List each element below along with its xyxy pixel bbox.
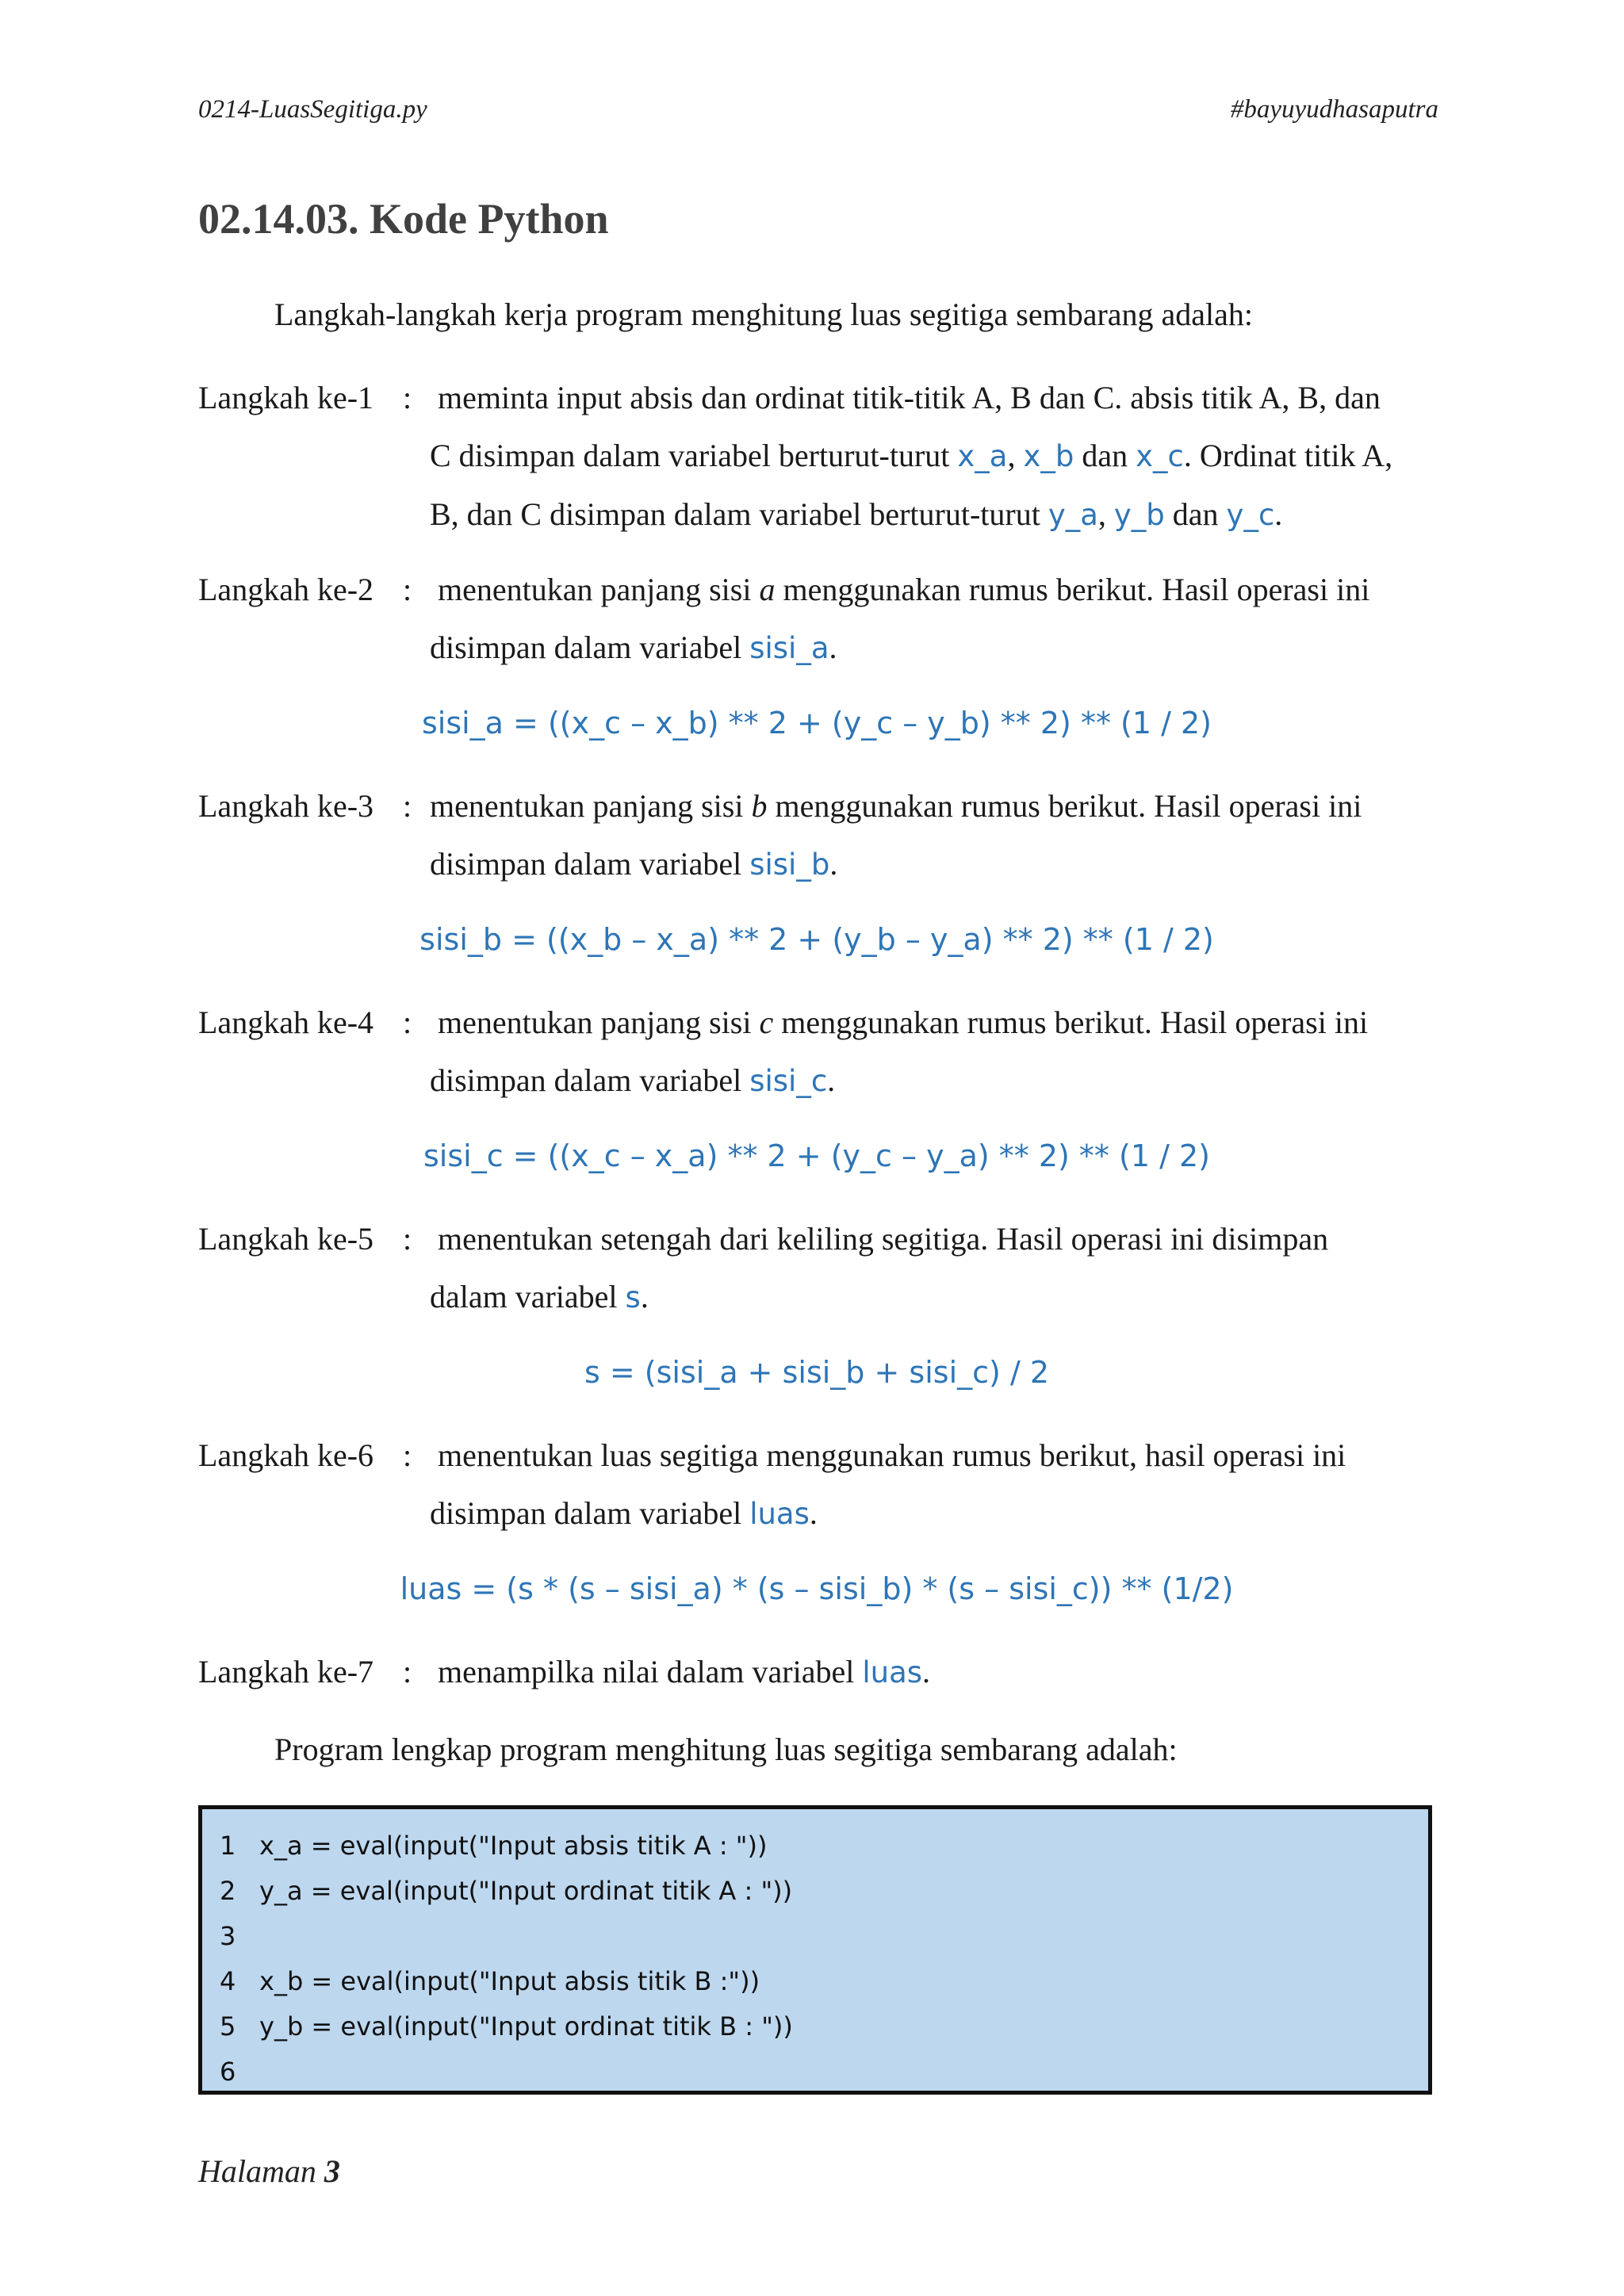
variable-name: sisi_b [749,848,830,882]
step-line [430,777,1435,835]
text: menentukan panjang sisi [438,572,760,607]
text: . [809,1495,818,1531]
step-line [430,1268,1435,1326]
variable-name: y_b [1113,498,1165,532]
text: . [1274,496,1283,532]
side-symbol: a [759,572,776,607]
step-line [430,1643,1435,1701]
text: disimpan dalam variabel [430,1495,750,1531]
code-line [202,2004,1428,2049]
side-symbol: b [751,788,768,824]
text: , [1097,496,1114,532]
step-colon: : [403,788,412,824]
step-colon: : [403,1437,412,1473]
line-number: 2 [220,1876,236,1906]
text: . [829,629,837,665]
code-text: x_a = eval(input("Input absis titik A : ")) [259,1831,768,1861]
variable-name: luas [862,1655,923,1689]
text: dalam variabel [430,1279,626,1314]
step-body [430,993,1435,1110]
variable-name: sisi_c [749,1064,828,1098]
step-label: Langkah ke-5 [198,1221,374,1257]
text: . [827,1062,836,1098]
step-7 [198,1643,1435,1701]
text: menggunakan rumus berikut. Hasil operasi ini [767,788,1362,824]
step-3 [198,777,1435,894]
text: , [1007,438,1024,473]
side-symbol: c [759,1004,774,1040]
text: menggunakan rumus berikut. Hasil operasi ini [773,1004,1369,1040]
step-line [430,835,1435,894]
variable-name: y_c [1226,498,1275,532]
intro-paragraph: Langkah-langkah kerja program menghitung luas segitiga sembarang adalah: [274,297,1254,332]
step-label: Langkah ke-1 [198,380,374,415]
formula-sisi-a: sisi_a = ((x_c – x_b) ** 2 + (y_c – y_b) ** 2) ** (1 / 2) [421,706,1212,740]
code-line [202,1869,1428,1914]
step-body [430,1643,1435,1701]
step-label: Langkah ke-6 [198,1437,374,1473]
text: . [829,846,838,882]
text: . Ordinat titik A, [1183,438,1393,473]
step-colon: : [403,380,412,415]
step-1 [198,369,1435,544]
text: C disimpan dalam variabel berturut-turut [430,438,958,473]
step-5 [198,1210,1435,1326]
line-number: 1 [220,1831,236,1861]
page-footer [198,2152,340,2190]
step-label: Langkah ke-3 [198,788,374,824]
step-body [430,777,1435,894]
line-number: 4 [220,1966,236,1996]
variable-name: s [625,1280,641,1314]
text: menentukan panjang sisi [430,788,752,824]
header-author: #bayuyudhasaputra [1230,95,1438,124]
variable-name: x_b [1023,439,1074,473]
text: disimpan dalam variabel [430,1062,750,1098]
step-colon: : [403,1004,412,1040]
code-text: x_b = eval(input("Input absis titik B :")) [259,1966,760,1996]
code-line [202,1959,1428,2004]
step-label: Langkah ke-4 [198,1004,374,1040]
step-4 [198,993,1435,1110]
line-number: 3 [220,1921,236,1951]
step-body [430,561,1435,677]
step-line [430,1051,1435,1110]
variable-name: sisi_a [749,631,829,665]
section-title: 02.14.03. Kode Python [198,195,609,243]
step-2 [198,561,1435,677]
formula-luas: luas = (s * (s – sisi_a) * (s – sisi_b) * (s – sisi_c)) ** (1/2) [400,1571,1234,1606]
text: disimpan dalam variabel [430,846,750,882]
variable-name: y_a [1048,498,1098,532]
code-line [202,2049,1428,2095]
step-line [430,993,1435,1051]
text: . [922,1654,931,1689]
code-line [202,1914,1428,1959]
step-line [430,427,1435,485]
step-line: meminta input absis dan ordinat titik-titik A, B dan C. absis titik A, B, dan [438,380,1381,415]
step-line [430,1484,1435,1543]
text: disimpan dalam variabel [430,629,750,665]
step-label: Langkah ke-7 [198,1654,374,1689]
text: menampilka nilai dalam variabel [438,1654,863,1689]
step-line [430,561,1435,618]
step-colon: : [403,572,412,607]
line-number: 5 [220,2011,236,2042]
text: . [640,1279,649,1314]
line-number: 6 [220,2057,236,2087]
variable-name: luas [749,1497,810,1531]
outro-paragraph: Program lengkap program menghitung luas segitiga sembarang adalah: [274,1732,1178,1767]
code-text: y_b = eval(input("Input ordinat titik B : ")) [259,2011,793,2042]
step-line: menentukan setengah dari keliling segitiga. Hasil operasi ini disimpan [438,1221,1329,1257]
text: dan [1074,438,1136,473]
code-line [202,1823,1428,1869]
text: menggunakan rumus berikut. Hasil operasi ini [775,572,1370,607]
step-colon: : [403,1221,412,1257]
header-filename: 0214-LuasSegitiga.py [198,95,427,124]
formula-s: s = (sisi_a + sisi_b + sisi_c) / 2 [584,1355,1049,1390]
footer-label: Halaman [198,2153,324,2189]
variable-name: x_c [1136,439,1184,473]
step-body [430,1426,1435,1543]
variable-name: x_a [957,439,1008,473]
formula-sisi-c: sisi_c = ((x_c – x_a) ** 2 + (y_c – y_a) ** 2) ** (1 / 2) [423,1138,1210,1173]
step-line [430,618,1435,677]
step-body [430,369,1435,544]
text: dan [1164,496,1227,532]
code-block [198,1805,1432,2095]
formula-sisi-b: sisi_b = ((x_b – x_a) ** 2 + (y_b – y_a) ** 2) ** (1 / 2) [419,922,1214,957]
step-label: Langkah ke-2 [198,572,374,607]
page-number: 3 [324,2153,340,2189]
code-text: y_a = eval(input("Input ordinat titik A : ")) [259,1876,793,1906]
step-6 [198,1426,1435,1543]
step-body [430,1210,1435,1326]
text: menentukan panjang sisi [438,1004,760,1040]
step-colon: : [403,1654,412,1689]
step-line: menentukan luas segitiga menggunakan rumus berikut, hasil operasi ini [438,1437,1346,1473]
text: B, dan C disimpan dalam variabel berturut-turut [430,496,1048,532]
step-line [430,485,1435,544]
